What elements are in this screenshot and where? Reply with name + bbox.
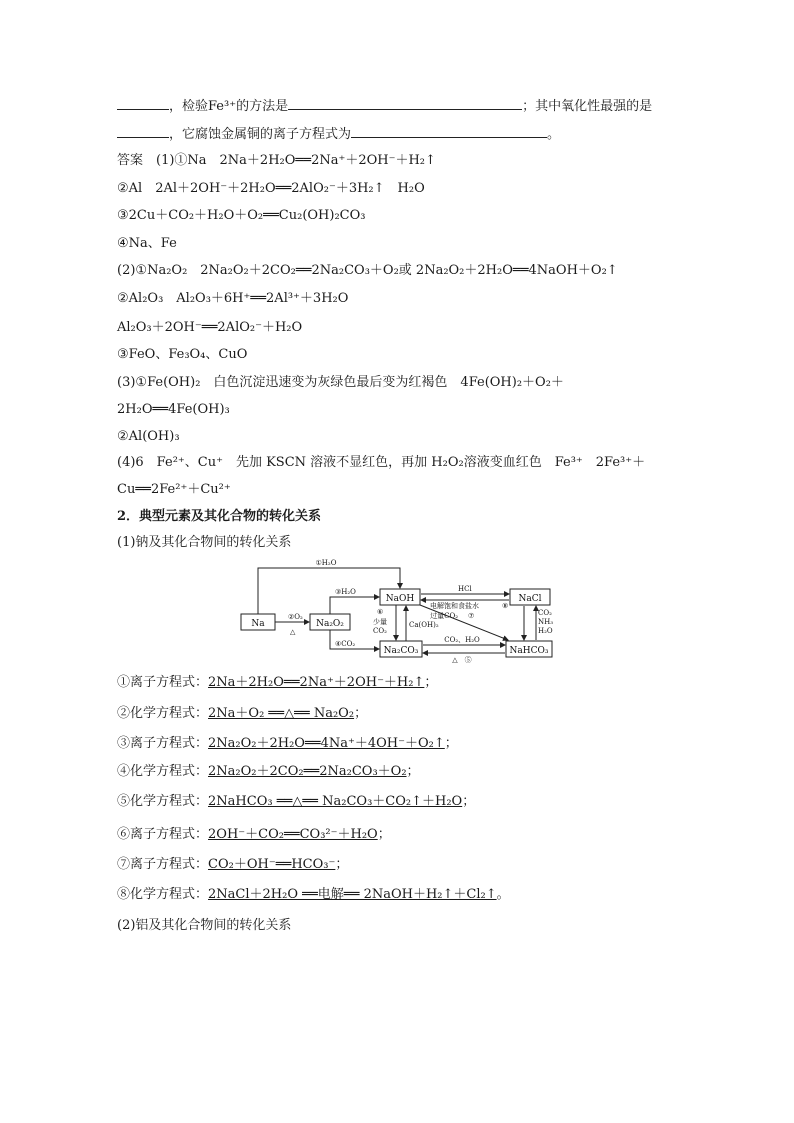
eq-prefix: ⑥离子方程式： (117, 827, 209, 842)
question-line-1 (117, 96, 652, 116)
eq-suffix: ； (354, 706, 368, 721)
equation-6 (117, 826, 391, 844)
equation-5 (117, 793, 475, 811)
answer-line: ②Al₂O₃ Al₂O₃＋6H⁺══2Al³⁺＋3H₂O (117, 291, 349, 306)
subsection-title: (2)铝及其化合物间的转化关系 (117, 918, 292, 933)
eq-prefix: ②化学方程式： (117, 706, 209, 721)
label-r2-heat: △ (290, 628, 296, 636)
eq-body: 2Na＋O₂ ══△══ Na₂O₂ (208, 706, 355, 721)
answer-line: Al₂O₃＋2OH⁻══2AlO₂⁻＋H₂O (117, 320, 303, 335)
label-r6-co2: CO₂ (373, 627, 387, 635)
answer-line: ③2Cu＋CO₂＋H₂O＋O₂══Cu₂(OH)₂CO₃ (117, 208, 366, 223)
answer-line: ②Al 2Al＋2OH⁻＋2H₂O══2AlO₂⁻＋3H₂↑ H₂O (117, 181, 425, 196)
eq-body: 2OH⁻＋CO₂══CO₃²⁻＋H₂O (208, 827, 378, 842)
eq-suffix: ； (462, 794, 476, 809)
eq-prefix: ⑤化学方程式： (117, 794, 209, 809)
eq-suffix: ； (377, 827, 391, 842)
section-heading: 2．典型元素及其化合物的转化关系 (117, 509, 322, 524)
eq-prefix: ⑦离子方程式： (117, 857, 209, 872)
label-nh3: NH₃ (538, 618, 554, 626)
answer-line: 2H₂O══4Fe(OH)₃ (117, 402, 230, 417)
label-caoh2: Ca(OH)₂ (409, 621, 439, 629)
equation-2 (117, 705, 367, 723)
label-r6: ⑥ (377, 608, 384, 616)
answer-line: ③FeO、Fe₃O₄、CuO (117, 347, 248, 362)
sodium-conversion-diagram (240, 556, 560, 666)
answer-line: (3)①Fe(OH)₂ 白色沉淀迅速变为灰绿色最后变为红褐色 4Fe(OH)₂＋O₂＋ (117, 375, 564, 390)
eq-suffix: ； (424, 675, 438, 690)
eq-prefix: ⑧化学方程式： (117, 887, 209, 902)
answer-line: 答案 (1)①Na 2Na＋2H₂O══2Na⁺＋2OH⁻＋H₂↑ (117, 153, 436, 168)
node-naoh: NaOH (385, 594, 415, 604)
eq-body: 2Na＋2H₂O══2Na⁺＋2OH⁻＋H₂↑ (208, 675, 425, 690)
eq-body: 2Na₂O₂＋2CO₂══2Na₂CO₃＋O₂ (208, 764, 407, 779)
answer-blank (117, 96, 169, 110)
answer-line: ④Na、Fe (117, 236, 177, 251)
equation-4 (117, 763, 420, 781)
label-r3: ③H₂O (335, 588, 356, 596)
equation-8 (117, 886, 510, 904)
answer-line: (4)6 Fe²⁺、Cu⁺ 先加 KSCN 溶液不显红色，再加 H₂O₂溶液变血红色 Fe³⁺ 2Fe³⁺＋ (117, 455, 646, 470)
equation-7 (117, 856, 348, 874)
eq-body: 2Na₂O₂＋2H₂O══4Na⁺＋4OH⁻＋O₂↑ (208, 736, 445, 751)
eq-prefix: ③离子方程式： (117, 736, 209, 751)
answer-line: Cu══2Fe²⁺＋Cu²⁺ (117, 482, 231, 497)
answer-line: (2)①Na₂O₂ 2Na₂O₂＋2CO₂══2Na₂CO₃＋O₂或 2Na₂O₂＋2H₂O══4NaOH＋O₂↑ (117, 263, 618, 278)
label-r8: ⑧ (502, 602, 509, 610)
eq-prefix: ④化学方程式： (117, 764, 209, 779)
label-r6-small: 少量 (373, 618, 387, 626)
text: ，检验Fe³⁺的方法是 (169, 99, 289, 114)
question-line-2 (117, 124, 560, 144)
answer-blank (117, 124, 169, 138)
answer-line: ②Al(OH)₃ (117, 429, 180, 444)
eq-prefix: ①离子方程式： (117, 675, 209, 690)
text: ，它腐蚀金属铜的离子方程式为 (169, 127, 352, 142)
label-r2: ②O₂ (288, 613, 303, 621)
label-co2: CO₂ (538, 609, 552, 617)
label-hcl: HCl (458, 585, 472, 593)
equation-1 (117, 674, 437, 692)
eq-body: 2NaHCO₃ ══△══ Na₂CO₃＋CO₂↑＋H₂O (208, 794, 463, 809)
label-r1: ①H₂O (315, 559, 337, 567)
label-excess-co2: 过量CO₂ (430, 612, 458, 620)
label-h2o: H₂O (538, 627, 553, 635)
text: ；其中氧化性最强的是 (522, 99, 653, 114)
label-electrolysis: 电解饱和食盐水 (430, 602, 479, 610)
node-na: Na (251, 619, 265, 629)
subsection-title: (1)钠及其化合物间的转化关系 (117, 535, 292, 550)
label-co2-h2o: CO₂、H₂O (444, 636, 480, 644)
answer-blank (351, 124, 547, 138)
eq-suffix: ； (406, 764, 420, 779)
node-nahco3: NaHCO₃ (509, 646, 549, 656)
answer-blank (288, 96, 522, 110)
text: 。 (547, 127, 561, 142)
node-na2co3: Na₂CO₃ (383, 646, 419, 656)
eq-body: 2NaCl＋2H₂O ══电解══ 2NaOH＋H₂↑＋Cl₂↑ (208, 887, 497, 902)
eq-suffix: 。 (496, 887, 510, 902)
node-na2o2: Na₂O₂ (316, 619, 344, 629)
eq-suffix: ； (335, 857, 349, 872)
label-r4: ④CO₂ (335, 640, 356, 648)
equation-3 (117, 735, 458, 753)
node-nacl: NaCl (518, 594, 542, 604)
label-r7: ⑦ (468, 612, 475, 620)
label-r5: △ ⑤ (452, 656, 472, 664)
eq-suffix: ； (444, 736, 458, 751)
eq-body: CO₂＋OH⁻══HCO₃⁻ (208, 857, 336, 872)
